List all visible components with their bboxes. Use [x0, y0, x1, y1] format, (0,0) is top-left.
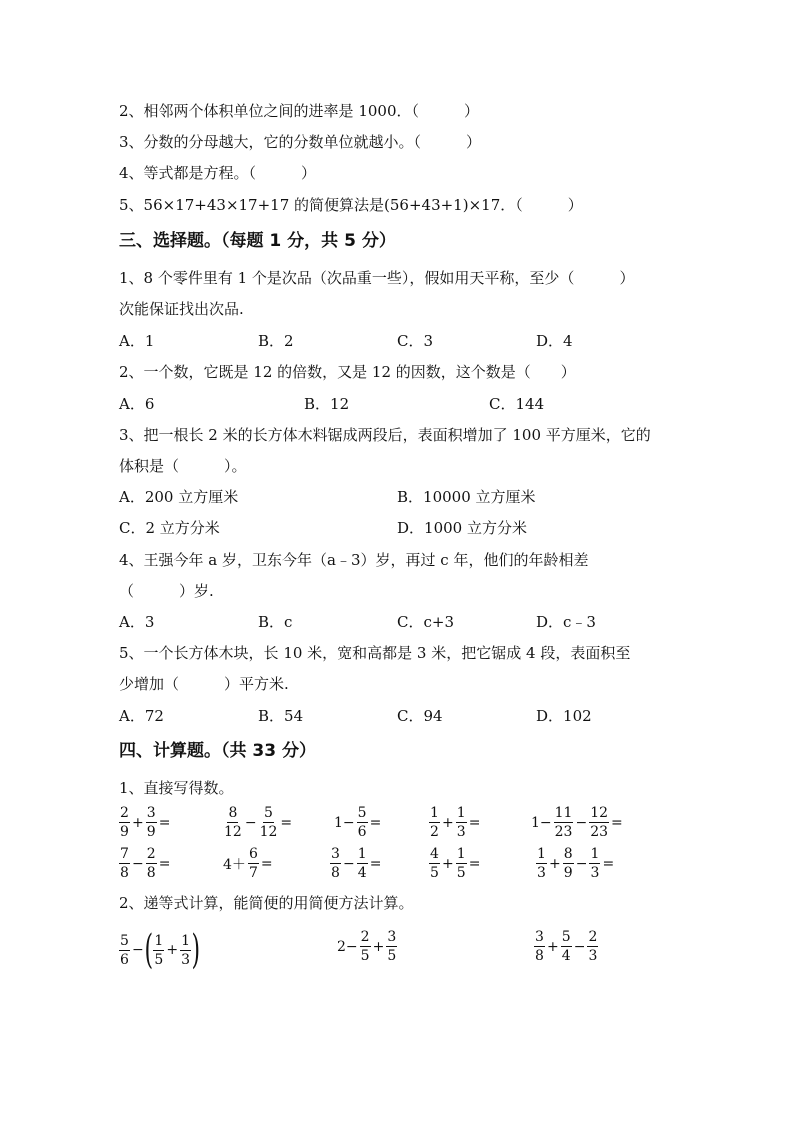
- calc-sub1-title: 1、直接写得数。: [119, 779, 234, 797]
- choice-q5-line1: 5、一个长方体木块，长 10 米，宽和高都是 3 米，把它锯成 4 段，表面积至: [119, 644, 631, 662]
- expr-r2c3: $\frac{3}{8}$ − $\frac{1}{4}$ =: [331, 846, 382, 881]
- expr-r2c5: $\frac{1}{3}$ + $\frac{8}{9}$ − $\frac{1}{3}$ =: [537, 846, 615, 881]
- expr-r2c4: $\frac{4}{5}$ + $\frac{1}{5}$ =: [430, 846, 481, 881]
- choice-q4-option-a: A．3: [119, 613, 155, 631]
- judge-q4: 4、等式都是方程。（ ）: [119, 164, 317, 182]
- choice-q5-option-c: C．94: [397, 707, 443, 725]
- expr-r2c1: $\frac{7}{8}$ − $\frac{2}{8}$ =: [120, 846, 171, 881]
- choice-q4-option-d: D．c﹣3: [536, 613, 596, 631]
- choice-q3-line1: 3、把一根长 2 米的长方体木料锯成两段后，表面积增加了 100 平方厘米，它的: [119, 426, 651, 444]
- expr-r1c1: $\frac{2}{9}$ + $\frac{3}{9}$ =: [120, 805, 171, 840]
- choice-q1-line1: 1、8 个零件里有 1 个是次品（次品重一些），假如用天平称，至少（ ）: [119, 269, 635, 287]
- choice-q1-line2: 次能保证找出次品.: [119, 300, 244, 318]
- calc-sub2-title: 2、递等式计算，能简便的用简便方法计算。: [119, 894, 414, 912]
- judge-q3: 3、分数的分母越大，它的分数单位就越小。（ ）: [119, 133, 482, 151]
- choice-q4-line2: （ ）岁.: [119, 582, 214, 600]
- choice-q3-option-b: B．10000 立方厘米: [397, 488, 536, 506]
- step-expr-3: $\frac{3}{8}$ + $\frac{5}{4}$ − $\frac{2}{3}$: [535, 929, 598, 964]
- choice-q4-option-c: C．c+3: [397, 613, 454, 631]
- step-expr-1: $\frac{5}{6}$ − ( $\frac{1}{5}$ + $\frac{1}{3}$ ): [120, 927, 201, 973]
- choice-q2-option-b: B．12: [304, 395, 350, 413]
- choice-q2-option-c: C．144: [489, 395, 545, 413]
- choice-q1-option-b: B．2: [258, 332, 294, 350]
- step-expr-2: 2− $\frac{2}{5}$ + $\frac{3}{5}$: [337, 929, 397, 964]
- choice-q4-option-b: B．c: [258, 613, 293, 631]
- choice-q4-line1: 4、王强今年 a 岁，卫东今年（a﹣3）岁，再过 c 年，他们的年龄相差: [119, 551, 589, 569]
- expr-r1c3: 1− $\frac{5}{6}$ =: [334, 805, 382, 840]
- choice-q5-option-d: D．102: [536, 707, 592, 725]
- judge-q2: 2、相邻两个体积单位之间的进率是 1000．（ ）: [119, 102, 479, 120]
- choice-q1-option-d: D．4: [536, 332, 573, 350]
- choice-q2-option-a: A．6: [119, 395, 155, 413]
- choice-q3-option-a: A．200 立方厘米: [119, 488, 239, 506]
- choice-q1-option-a: A．1: [119, 332, 155, 350]
- section-4-title: 四、计算题。（共 33 分）: [119, 741, 316, 761]
- choice-q3-option-c: C．2 立方分米: [119, 519, 220, 537]
- expr-r1c5: 1− $\frac{11}{23}$ − $\frac{12}{23}$ =: [531, 805, 623, 840]
- expr-r2c2: 4＋ $\frac{6}{7}$ =: [223, 846, 273, 881]
- choice-q1-option-c: C．3: [397, 332, 434, 350]
- judge-q5: 5、56×17+43×17+17 的简便算法是(56+43+1)×17．（ ）: [119, 196, 583, 214]
- expr-r1c2: $\frac{8}{12}$ − $\frac{5}{12}$ =: [224, 805, 293, 840]
- choice-q5-option-b: B．54: [258, 707, 304, 725]
- choice-q3-line2: 体积是（ ）。: [119, 457, 247, 475]
- choice-q3-option-d: D．1000 立方分米: [397, 519, 527, 537]
- choice-q2-line1: 2、一个数，它既是 12 的倍数，又是 12 的因数，这个数是（ ）: [119, 363, 576, 381]
- section-3-title: 三、选择题。（每题 1 分，共 5 分）: [119, 231, 396, 251]
- choice-q5-option-a: A．72: [119, 707, 164, 725]
- expr-r1c4: $\frac{1}{2}$ + $\frac{1}{3}$ =: [430, 805, 481, 840]
- choice-q5-line2: 少增加（ ）平方米.: [119, 675, 289, 693]
